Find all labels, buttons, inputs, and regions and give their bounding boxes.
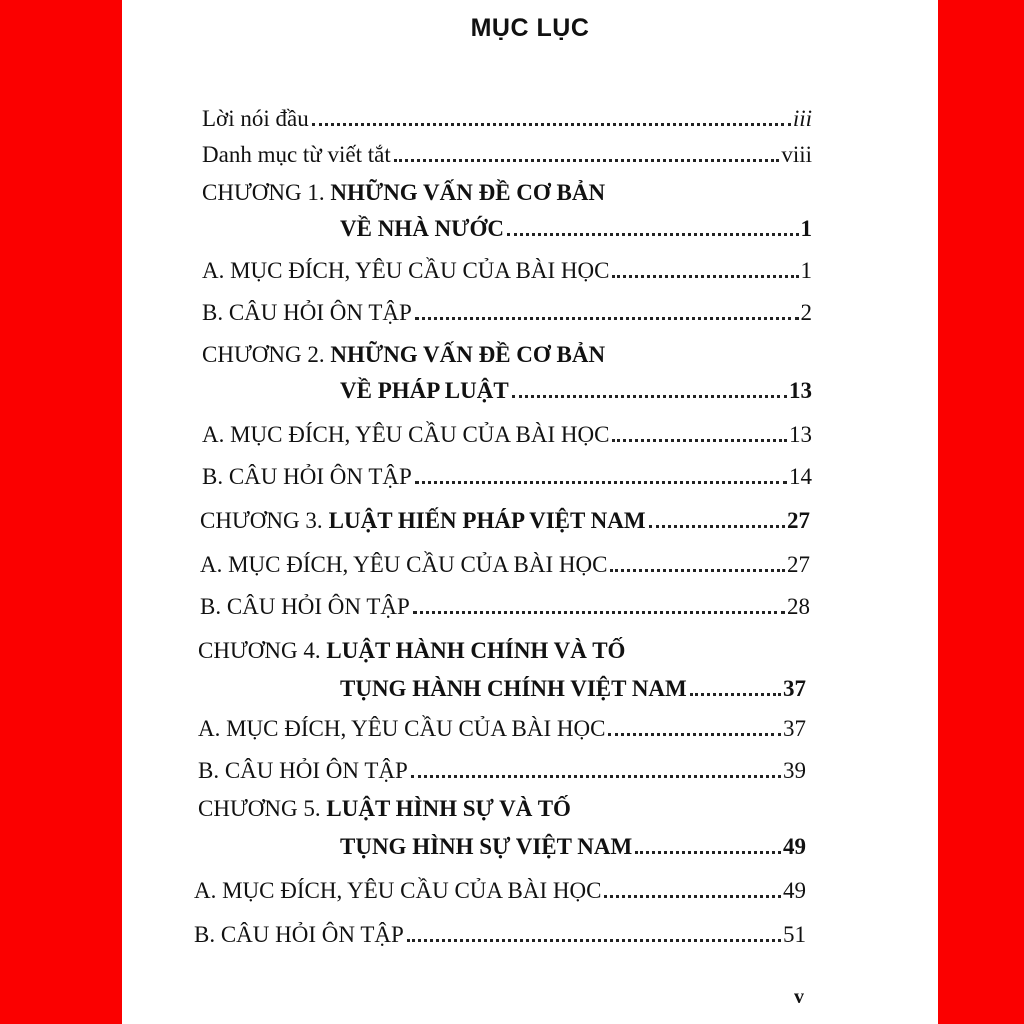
section-label: A. MỤC ĐÍCH, YÊU CẦU CỦA BÀI HỌC xyxy=(198,716,606,741)
dot-leader xyxy=(507,229,799,236)
dot-leader xyxy=(612,271,798,278)
dot-leader xyxy=(610,565,785,572)
toc-entry-abbreviations xyxy=(202,142,812,168)
chapter-title-line2: TỤNG HÀNH CHÍNH VIỆT NAM xyxy=(340,676,687,701)
chapter-3-section-a xyxy=(200,552,810,578)
chapter-title-line1: NHỮNG VẤN ĐỀ CƠ BẢN xyxy=(330,342,606,367)
chapter-page: 37 xyxy=(783,676,806,701)
chapter-5-title-line2 xyxy=(340,834,806,860)
section-page: 49 xyxy=(783,878,806,903)
chapter-1-section-a xyxy=(202,258,812,284)
dot-leader xyxy=(604,891,781,898)
chapter-page: 13 xyxy=(789,378,812,403)
chapter-prefix: CHƯƠNG 2. xyxy=(202,342,325,367)
chapter-2-title-line2 xyxy=(340,378,812,404)
section-page: 51 xyxy=(783,922,806,947)
toc-entry-preface xyxy=(202,106,812,132)
chapter-3-heading xyxy=(200,508,810,534)
chapter-page: 49 xyxy=(783,834,806,859)
page-number: v xyxy=(794,986,804,1008)
section-page: 1 xyxy=(800,258,812,283)
entry-page: iii xyxy=(792,106,812,131)
chapter-title-line1: NHỮNG VẤN ĐỀ CƠ BẢN xyxy=(330,180,606,205)
chapter-5-heading xyxy=(198,796,571,822)
chapter-1-title-line2 xyxy=(340,216,812,242)
chapter-1-section-b xyxy=(202,300,812,326)
dot-leader xyxy=(411,771,781,778)
chapter-page: 27 xyxy=(787,508,810,533)
chapter-prefix: CHƯƠNG 1. xyxy=(202,180,325,205)
section-label: B. CÂU HỎI ÔN TẬP xyxy=(202,300,412,325)
chapter-prefix: CHƯƠNG 4. xyxy=(198,638,321,663)
chapter-5-section-b xyxy=(194,922,806,948)
chapter-title-line2: TỤNG HÌNH SỰ VIỆT NAM xyxy=(340,834,633,859)
dot-leader xyxy=(312,119,791,126)
dot-leader xyxy=(407,935,781,942)
entry-label: Lời nói đầu xyxy=(202,106,309,131)
section-page: 14 xyxy=(789,464,812,489)
book-page xyxy=(122,0,938,1024)
section-page: 39 xyxy=(783,758,806,783)
toc-heading: MỤC LỤC xyxy=(470,14,590,42)
chapter-5-section-a xyxy=(194,878,806,904)
section-label: B. CÂU HỎI ÔN TẬP xyxy=(194,922,404,947)
section-page: 28 xyxy=(787,594,810,619)
chapter-2-heading xyxy=(202,342,605,368)
section-label: A. MỤC ĐÍCH, YÊU CẦU CỦA BÀI HỌC xyxy=(202,422,610,447)
dot-leader xyxy=(690,689,781,696)
chapter-prefix: CHƯƠNG 3. xyxy=(200,508,323,533)
section-label: B. CÂU HỎI ÔN TẬP xyxy=(198,758,408,783)
chapter-3-section-b xyxy=(200,594,810,620)
section-page: 27 xyxy=(787,552,810,577)
dot-leader xyxy=(415,477,787,484)
chapter-2-section-b xyxy=(202,464,812,490)
chapter-prefix: CHƯƠNG 5. xyxy=(198,796,321,821)
section-label: B. CÂU HỎI ÔN TẬP xyxy=(202,464,412,489)
dot-leader xyxy=(512,391,787,398)
section-page: 2 xyxy=(800,300,812,325)
section-label: A. MỤC ĐÍCH, YÊU CẦU CỦA BÀI HỌC xyxy=(200,552,608,577)
chapter-title-line2: VỀ NHÀ NƯỚC xyxy=(340,216,504,241)
chapter-4-heading xyxy=(198,638,625,664)
section-page: 37 xyxy=(783,716,806,741)
chapter-2-section-a xyxy=(202,422,812,448)
dot-leader xyxy=(413,607,785,614)
section-label: A. MỤC ĐÍCH, YÊU CẦU CỦA BÀI HỌC xyxy=(202,258,610,283)
section-page: 13 xyxy=(789,422,812,447)
entry-page: viii xyxy=(781,142,812,167)
dot-leader xyxy=(608,729,781,736)
dot-leader xyxy=(415,313,799,320)
chapter-1-heading xyxy=(202,180,605,206)
dot-leader xyxy=(394,155,780,162)
chapter-4-section-b xyxy=(198,758,806,784)
chapter-title-line1: LUẬT HÀNH CHÍNH VÀ TỐ xyxy=(326,638,626,663)
dot-leader xyxy=(635,847,781,854)
chapter-4-title-line2 xyxy=(340,676,806,702)
chapter-title-line1: LUẬT HIẾN PHÁP VIỆT NAM xyxy=(328,508,646,533)
chapter-page: 1 xyxy=(800,216,812,241)
section-label: B. CÂU HỎI ÔN TẬP xyxy=(200,594,410,619)
section-label: A. MỤC ĐÍCH, YÊU CẦU CỦA BÀI HỌC xyxy=(194,878,602,903)
chapter-title-line2: VỀ PHÁP LUẬT xyxy=(340,378,509,403)
dot-leader xyxy=(612,435,787,442)
chapter-title-line1: LUẬT HÌNH SỰ VÀ TỐ xyxy=(326,796,571,821)
entry-label: Danh mục từ viết tắt xyxy=(202,142,391,167)
dot-leader xyxy=(649,521,785,528)
chapter-4-section-a xyxy=(198,716,806,742)
